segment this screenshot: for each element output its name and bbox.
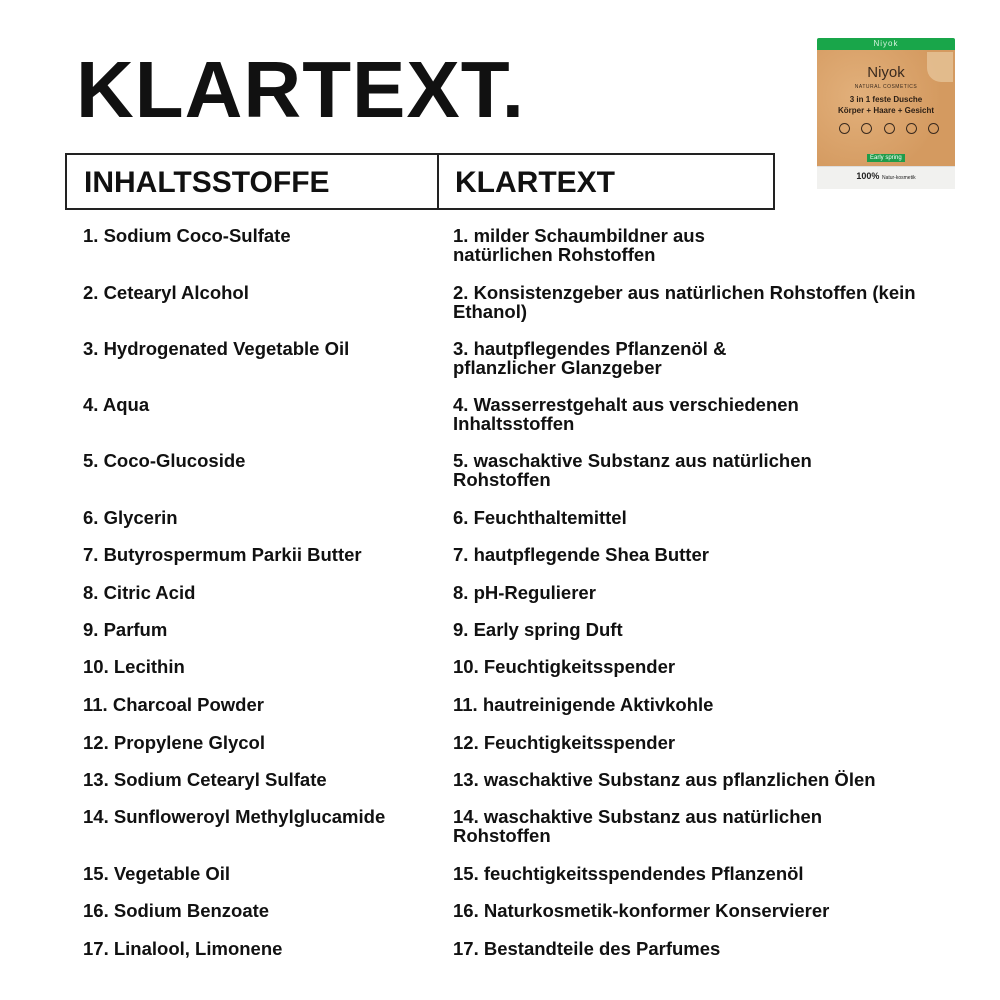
percent-value: 100% — [856, 171, 880, 181]
ingredient-explanation: 5. waschaktive Substanz aus natürlichen Rohstoffen — [453, 450, 812, 490]
product-feature-icons — [839, 123, 939, 137]
ingredient-name: 2. Cetearyl Alcohol — [83, 282, 249, 303]
vegan-icon — [861, 123, 872, 134]
product-lid: Niyok — [817, 38, 955, 50]
ingredient-name: 17. Linalool, Limonene — [83, 938, 283, 959]
ingredient-name: 12. Propylene Glycol — [83, 732, 265, 753]
ingredient-name: 11. Charcoal Powder — [83, 694, 264, 715]
moisture-icon — [928, 123, 939, 134]
product-brand-subtitle: NATURAL COSMETICS — [854, 84, 918, 90]
ingredient-name: 16. Sodium Benzoate — [83, 900, 270, 921]
column-header-klartext: KLARTEXT — [455, 166, 615, 199]
skin-neutral-icon — [906, 123, 917, 134]
percent-subtitle: Natur-kosmetik — [881, 175, 916, 181]
ingredient-explanation: 15. feuchtigkeitsspendendes Pflanzenöl — [453, 863, 804, 884]
ingredient-explanation: 4. Wasserrestgehalt aus verschiedenen Inhaltsstoffen — [453, 394, 799, 434]
ingredient-explanation: 9. Early spring Duft — [453, 619, 623, 640]
product-name-line-1: 3 in 1 feste Dusche — [849, 95, 923, 104]
ingredient-explanation: 11. hautreinigende Aktivkohle — [453, 694, 714, 715]
ingredient-name: 8. Citric Acid — [83, 582, 196, 603]
ingredient-name: 10. Lecithin — [83, 656, 185, 677]
ingredient-name: 6. Glycerin — [83, 507, 178, 528]
ingredient-name: 13. Sodium Cetearyl Sulfate — [83, 769, 327, 790]
ingredient-explanation: 7. hautpflegende Shea Butter — [453, 544, 709, 565]
ingredient-explanation: 13. waschaktive Substanz aus pflanzlichen Ölen — [453, 769, 876, 790]
ingredient-name: 15. Vegetable Oil — [83, 863, 231, 884]
product-image — [817, 38, 955, 188]
ingredient-explanation: 3. hautpflegendes Pflanzenöl & pflanzlicher Glanzgeber — [453, 338, 727, 378]
page-title: KLARTEXT. — [76, 45, 525, 134]
natural-cosmetics-badge — [817, 171, 955, 181]
ingredient-explanation: 1. milder Schaumbildner aus natürlichen Rohstoffen — [453, 225, 705, 265]
ingredient-name: 5. Coco-Glucoside — [83, 450, 246, 471]
ingredient-explanation: 8. pH-Regulierer — [453, 582, 596, 603]
hair-icon — [839, 123, 850, 134]
ingredient-name: 1. Sodium Coco-Sulfate — [83, 225, 291, 246]
ingredient-name: 14. Sunfloweroyl Methylglucamide — [83, 806, 386, 827]
ingredient-name: 7. Butyrospermum Parkii Butter — [83, 544, 362, 565]
ingredient-explanation: 12. Feuchtigkeitsspender — [453, 732, 676, 753]
ingredient-name: 4. Aqua — [83, 394, 150, 415]
scent-label: Early spring — [867, 154, 905, 162]
column-header-ingredients: INHALTSSTOFFE — [67, 155, 439, 208]
ingredient-explanation: 6. Feuchthaltemittel — [453, 507, 627, 528]
ingredient-explanation: 17. Bestandteile des Parfumes — [453, 938, 721, 959]
product-name-line-2: Körper + Haare + Gesicht — [837, 106, 935, 115]
ingredient-explanation: 16. Naturkosmetik-konformer Konservierer — [453, 900, 830, 921]
plastic-free-icon — [884, 123, 895, 134]
ingredient-explanation: 14. waschaktive Substanz aus natürlichen Rohstoffen — [453, 806, 823, 846]
ingredient-explanation: 10. Feuchtigkeitsspender — [453, 656, 676, 677]
ingredient-name: 3. Hydrogenated Vegetable Oil — [83, 338, 350, 359]
product-brand: Niyok — [867, 64, 905, 81]
ingredient-explanation: 2. Konsistenzgeber aus natürlichen Rohstoffen (kein Ethanol) — [453, 282, 916, 322]
ingredient-name: 9. Parfum — [83, 619, 168, 640]
